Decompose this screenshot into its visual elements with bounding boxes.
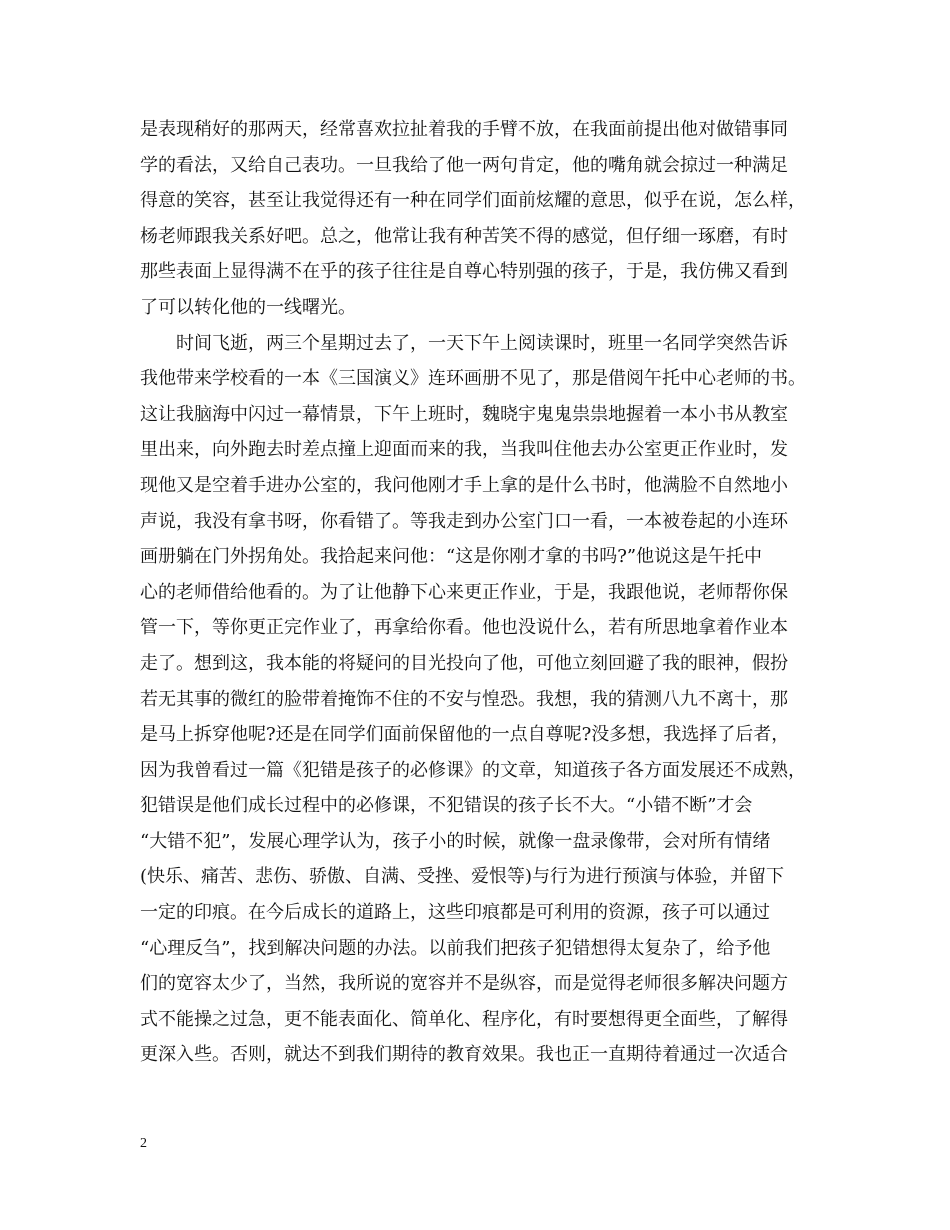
body-text [140, 112, 820, 1073]
text-line: 更深入些。否则，就达不到我们期待的教育效果。我也正一直期待着通过一次适合 [140, 1044, 788, 1066]
text-line: 管一下，等你更正完作业了，再拿给你看。他也没说什么，若有所思地拿着作业本 [140, 617, 788, 639]
text-line: 是表现稍好的那两天，经常喜欢拉扯着我的手臂不放，在我面前提出他对做错事同 [140, 119, 788, 140]
text-line: 是马上拆穿他呢?还是在同学们面前保留他的一点自尊呢?没多想，我选择了后者， [140, 724, 790, 746]
text-line: 了可以转化他的一线曙光。 [140, 296, 356, 318]
text-line: 式不能操之过急，更不能表面化、简单化、程序化，有时要想得更全面些，了解得 [140, 1008, 788, 1030]
text-line: 现他又是空着手进办公室的，我问他刚才手上拿的是什么书时，他满脸不自然地小 [140, 474, 788, 496]
text-line: 走了。想到这，我本能的将疑问的目光投向了他，可他立刻回避了我的眼神，假扮 [140, 652, 788, 674]
text-line: 心的老师借给他看的。为了让他静下心来更正作业，于是，我跟他说，老师帮你保 [140, 581, 788, 603]
text-line: 画册躺在门外拐角处。我拾起来问他：“这是你刚才拿的书吗?”他说这是午托中 [140, 546, 763, 568]
text-line: 声说，我没有拿书呀，你看错了。等我走到办公室门口一看，一本被卷起的小连环 [140, 510, 788, 532]
text-line: 那些表面上显得满不在乎的孩子往往是自尊心特别强的孩子，于是，我仿佛又看到 [140, 261, 788, 283]
text-line: 学的看法，又给自己表功。一旦我给了他一两句肯定，他的嘴角就会掠过一种满足 [140, 154, 788, 176]
text-line: 杨老师跟我关系好吧。总之，他常让我有种苦笑不得的感觉，但仔细一琢磨，有时 [140, 225, 788, 247]
text-line: 若无其事的微红的脸带着掩饰不住的不安与惶恐。我想，我的猜测八九不离十，那 [140, 688, 788, 710]
text-line: 们的宽容太少了，当然，我所说的宽容并不是纵容，而是觉得老师很多解决问题方 [140, 973, 788, 995]
paragraph-start-line: 时间飞逝，两三个星期过去了，一天下午上阅读课时，班里一名同学突然告诉 [176, 332, 788, 354]
text-line: 一定的印痕。在今后成长的道路上，这些印痕都是可利用的资源，孩子可以通过 [140, 902, 770, 924]
page-number: 2 [140, 1136, 147, 1151]
text-line: (快乐、痛苦、悲伤、骄傲、自满、受挫、爱恨等)与行为进行预演与体验，并留下 [140, 866, 785, 888]
text-line: 我他带来学校看的一本《三国演义》连环画册不见了，那是借阅午托中心老师的书。 [140, 368, 806, 390]
text-line: 因为我曾看过一篇《犯错是孩子的必修课》的文章，知道孩子各方面发展还不成熟， [140, 759, 806, 781]
text-line: 犯错误是他们成长过程中的必修课，不犯错误的孩子长不大。“小错不断”才会 [140, 795, 753, 817]
text-line: “大错不犯”，发展心理学认为，孩子小的时候，就像一盘录像带，会对所有情绪 [140, 830, 771, 852]
text-line: 得意的笑容，甚至让我觉得还有一种在同学们面前炫耀的意思，似乎在说，怎么样， [140, 190, 806, 212]
text-line: 里出来，向外跑去时差点撞上迎面而来的我，当我叫住他去办公室更正作业时，发 [140, 439, 788, 461]
text-line: “心理反刍”，找到解决问题的办法。以前我们把孩子犯错想得太复杂了，给予他 [140, 937, 771, 959]
text-line: 这让我脑海中闪过一幕情景，下午上班时，魏晓宇鬼鬼祟祟地握着一本小书从教室 [140, 403, 788, 425]
